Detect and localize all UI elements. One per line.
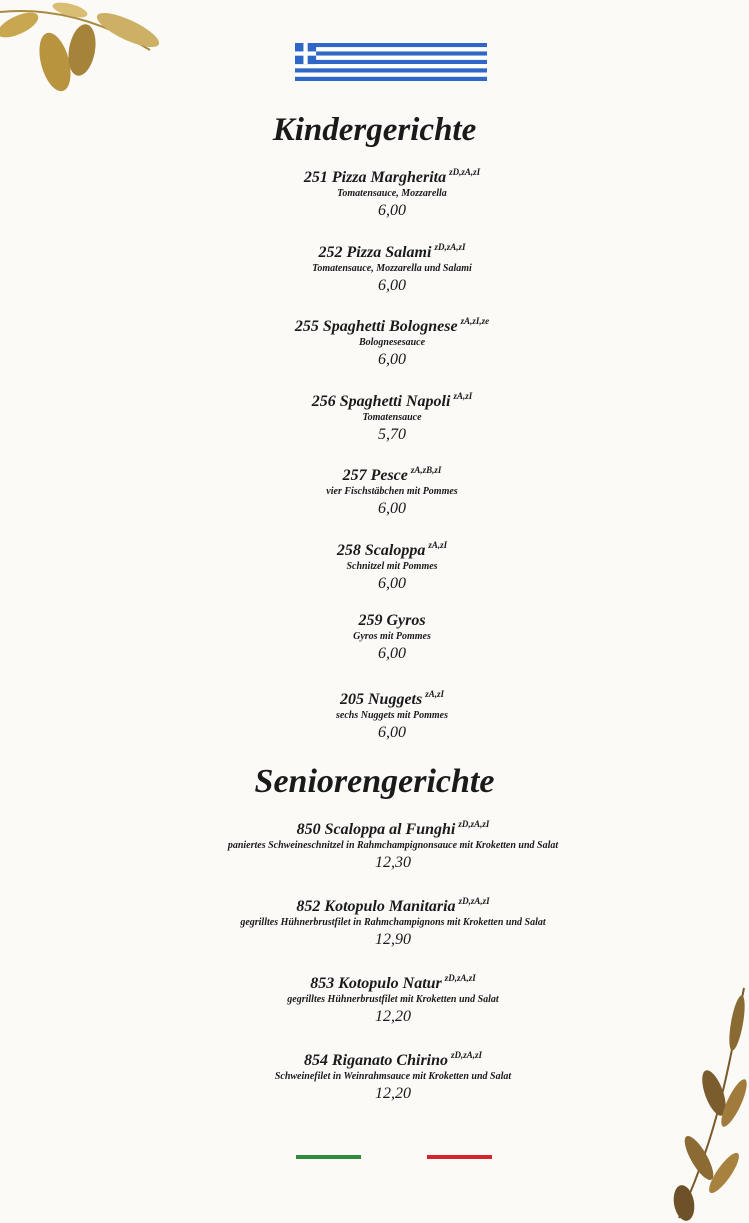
item-description: paniertes Schweineschnitzel in Rahmchampignonsauce mit Kroketten und Salat [227, 840, 559, 851]
allergen-codes: zD,zA,zI [449, 167, 481, 177]
item-name: 255 Spaghetti Bolognese [294, 318, 458, 336]
item-name: 251 Pizza Margherita [303, 169, 447, 186]
menu-item [93, 892, 693, 949]
menu-item [172, 312, 612, 369]
menu-item [172, 387, 612, 444]
kindergerichte-title: Kindergerichte [272, 112, 477, 148]
item-name: 850 Scaloppa al Funghi [296, 821, 456, 838]
item-description: Tomatensauce, Mozzarella [337, 188, 447, 199]
flag-stripe [295, 51, 487, 55]
allergen-codes: zA,zI,ze [460, 316, 490, 327]
flag-stripe [295, 43, 487, 47]
allergen-codes: zA,zB,zI [410, 465, 442, 476]
item-description: gegrilltes Hühnerbrustfilet mit Kroketten und Salat [287, 994, 499, 1005]
item-price: 12,20 [375, 1008, 411, 1025]
item-description: gegrilltes Hühnerbrustfilet in Rahmchampignons mit Kroketten und Salat [240, 917, 546, 928]
item-description: Tomatensauce [362, 411, 422, 423]
flag-stripe [295, 47, 487, 51]
allergen-codes: zA,zI [428, 540, 448, 550]
item-description: Bolognesesauce [358, 337, 426, 349]
italy-red-bar [427, 1155, 492, 1159]
olive-branch-icon [0, 0, 175, 100]
item-price: 12,30 [375, 854, 411, 871]
item-price: 6,00 [378, 500, 406, 518]
flag-stripe [295, 77, 487, 81]
menu-item [172, 238, 612, 295]
item-price: 6,00 [378, 644, 406, 662]
item-price: 6,00 [378, 276, 406, 294]
item-price: 12,20 [375, 1085, 411, 1102]
item-name: 258 Scaloppa [336, 542, 426, 559]
item-price: 5,70 [378, 425, 406, 443]
flag-cross-horizontal [295, 51, 316, 55]
allergen-codes: zD,zA,zI [444, 973, 476, 983]
italy-green-bar [296, 1155, 361, 1159]
item-description: Schweinefilet in Weinrahmsauce mit Kroketten und Salat [274, 1071, 512, 1082]
menu-item [172, 163, 612, 220]
item-price: 12,90 [375, 931, 411, 948]
item-name: 259 Gyros [358, 611, 426, 629]
allergen-codes: zD,zA,zI [434, 241, 466, 252]
item-description: Gyros mit Pommes [353, 630, 431, 642]
item-description: Tomatensauce, Mozzarella und Salami [312, 262, 472, 274]
item-price: 6,00 [378, 724, 406, 742]
allergen-codes: zD,zA,zI [451, 1050, 483, 1060]
flag-stripe [295, 64, 487, 68]
item-price: 6,00 [378, 202, 406, 219]
flag-stripe [295, 73, 487, 77]
item-name: 257 Pesce [342, 467, 408, 485]
menu-item [172, 685, 612, 742]
menu-item [172, 536, 612, 593]
item-name: 853 Kotopulo Natur [310, 975, 442, 992]
item-name: 252 Pizza Salami [318, 243, 432, 261]
flag-stripe [295, 68, 487, 72]
menu-item [172, 611, 612, 663]
menu-item [172, 461, 612, 518]
allergen-codes: zA,zI [425, 689, 444, 700]
item-name: 256 Spaghetti Napoli [311, 392, 451, 410]
menu-item [93, 969, 693, 1026]
item-price: 6,00 [378, 351, 406, 369]
item-description: sechs Nuggets mit Pommes [336, 710, 448, 722]
item-price: 6,00 [378, 575, 406, 592]
flag-stripe [295, 60, 487, 64]
item-description: Schnitzel mit Pommes [346, 561, 438, 572]
flag-stripe [295, 56, 487, 60]
item-name: 852 Kotopulo Manitaria [296, 898, 456, 915]
item-name: 854 Riganato Chirino [303, 1052, 449, 1069]
menu-item [93, 815, 693, 872]
allergen-codes: zA,zI [453, 390, 473, 401]
item-name: 205 Nuggets [340, 691, 423, 709]
seniorengerichte-title: Seniorengerichte [254, 763, 495, 800]
allergen-codes: zD,zA,zI [458, 896, 490, 906]
item-description: vier Fischstäbchen mit Pommes [326, 486, 458, 498]
menu-item [93, 1046, 693, 1103]
allergen-codes: zD,zA,zI [458, 819, 490, 829]
greek-flag-icon [295, 43, 487, 81]
